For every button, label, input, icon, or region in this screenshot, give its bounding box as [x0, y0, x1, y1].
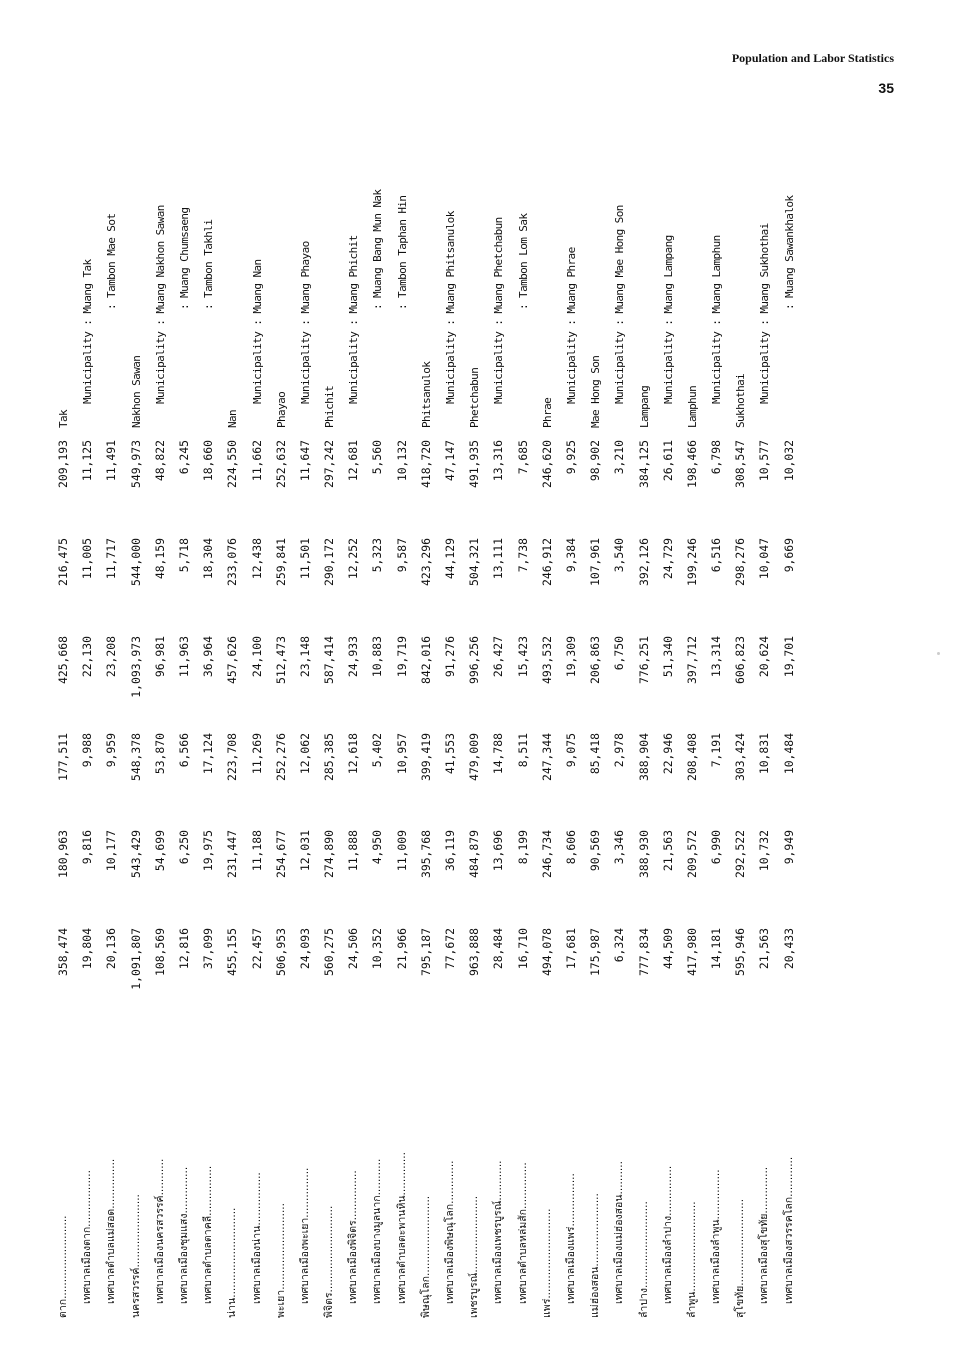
cell-value-6: 246,620 — [539, 440, 554, 489]
row-thai-label: เทศบาลเมืองสุโขทัย.............. — [758, 1166, 771, 1304]
cell-value-6: 12,681 — [346, 440, 361, 482]
cell-value-2: 11,888 — [346, 830, 361, 872]
cell-value-6: 10,132 — [394, 440, 409, 482]
cell-value-3: 9,075 — [563, 733, 578, 768]
cell-value-3: 208,408 — [684, 733, 699, 782]
cell-value-4: 36,964 — [201, 636, 216, 678]
row-english-label: : Tambon Lom Sak — [516, 213, 530, 310]
row-thai-label: เทศบาลเมืองพิจิตร............... — [347, 1170, 360, 1304]
cell-value-1: 22,457 — [249, 928, 264, 970]
cell-value-6: 11,491 — [104, 440, 119, 482]
cell-value-2: 10,177 — [104, 830, 119, 872]
cell-value-1: 21,563 — [757, 928, 772, 970]
row-english-label: Phitsanulok — [419, 361, 433, 428]
cell-value-6: 549,973 — [128, 440, 143, 489]
cell-value-1: 10,352 — [370, 928, 385, 970]
cell-value-4: 776,251 — [636, 636, 651, 685]
cell-value-6: 18,660 — [201, 440, 216, 482]
cell-value-5: 3,540 — [612, 538, 627, 573]
cell-value-2: 54,699 — [152, 830, 167, 872]
cell-value-6: 384,125 — [636, 440, 651, 489]
cell-value-3: 6,566 — [176, 733, 191, 768]
cell-value-1: 21,966 — [394, 928, 409, 970]
cell-value-3: 9,959 — [104, 733, 119, 768]
cell-value-4: 23,208 — [104, 636, 119, 678]
row-thai-label: เทศบาลเมืองสวรรคโลก............ — [782, 1156, 795, 1304]
table-row — [227, 198, 251, 1328]
cell-value-3: 388,904 — [636, 733, 651, 782]
cell-value-6: 11,125 — [80, 440, 95, 482]
cell-value-4: 6,750 — [612, 636, 627, 671]
row-english-label: Municipality : Muang Nakhon Sawan — [153, 205, 167, 404]
row-thai-label: นครสวรรค์...................... — [129, 1194, 142, 1318]
cell-value-2: 231,447 — [225, 830, 240, 879]
row-english-label: : Muang Sawankhalok — [782, 195, 796, 310]
table-row — [418, 198, 445, 1328]
cell-value-3: 11,269 — [249, 733, 264, 775]
table-row — [106, 198, 130, 1328]
cell-value-1: 12,816 — [176, 928, 191, 970]
cell-value-1: 108,569 — [152, 928, 167, 977]
cell-value-1: 963,888 — [467, 928, 482, 977]
row-thai-label: สุโขทัย.......................... — [734, 1198, 747, 1318]
row-thai-label: เทศบาลเมืองแพร่................ — [564, 1173, 577, 1304]
row-english-label: : Tambon Mae Sot — [105, 213, 119, 310]
cell-value-2: 13,696 — [491, 830, 506, 872]
row-thai-label: พิจิตร.......................... — [323, 1205, 336, 1318]
cell-value-5: 18,304 — [201, 538, 216, 580]
cell-value-3: 8,511 — [515, 733, 530, 768]
cell-value-1: 14,181 — [709, 928, 724, 970]
cell-value-5: 199,246 — [684, 538, 699, 587]
cell-value-4: 397,712 — [684, 636, 699, 685]
cell-value-4: 51,340 — [660, 636, 675, 678]
row-english-label: Municipality : Muang Lampang — [661, 235, 675, 404]
table-row — [636, 198, 663, 1328]
table-row — [539, 198, 566, 1328]
cell-value-3: 10,484 — [781, 733, 796, 775]
cell-value-1: 494,078 — [539, 928, 554, 977]
row-english-label: : Muang Chumsaeng — [177, 207, 191, 310]
cell-value-1: 175,987 — [588, 928, 603, 977]
cell-value-5: 11,005 — [80, 538, 95, 580]
cell-value-5: 12,438 — [249, 538, 264, 580]
cell-value-3: 22,946 — [660, 733, 675, 775]
cell-value-5: 11,717 — [104, 538, 119, 580]
table-row — [590, 198, 614, 1328]
cell-value-1: 20,136 — [104, 928, 119, 970]
cell-value-6: 5,560 — [370, 440, 385, 475]
row-thai-label: เทศบาลเมืองลำพูน............... — [710, 1169, 723, 1304]
row-english-label: Nakhon Sawan — [129, 355, 143, 428]
cell-value-5: 5,323 — [370, 538, 385, 573]
table-row — [759, 198, 783, 1328]
cell-value-6: 10,032 — [781, 440, 796, 482]
row-english-label: Municipality : Muang Phetchabun — [492, 217, 506, 404]
table-row — [515, 198, 542, 1328]
cell-value-6: 224,550 — [225, 440, 240, 489]
cell-value-5: 9,587 — [394, 538, 409, 573]
table-row — [370, 189, 396, 1328]
cell-value-4: 512,473 — [273, 636, 288, 685]
table-row — [394, 195, 421, 1328]
cell-value-1: 77,672 — [443, 928, 457, 970]
cell-value-4: 19,309 — [563, 636, 578, 678]
cell-value-3: 53,870 — [152, 733, 167, 775]
table-row — [348, 198, 372, 1328]
cell-value-5: 5,718 — [176, 538, 191, 573]
cell-value-4: 1,093,973 — [128, 636, 143, 698]
cell-value-4: 19,719 — [394, 636, 409, 678]
cell-value-2: 3,346 — [612, 830, 627, 865]
cell-value-4: 493,532 — [539, 636, 554, 685]
row-thai-label: เทศบาลเมืองเพชรบูรณ์............ — [492, 1160, 505, 1304]
row-english-label: Lampang — [637, 385, 651, 428]
cell-value-4: 19,701 — [781, 636, 796, 678]
cell-value-6: 26,611 — [660, 440, 675, 482]
row-thai-label: เทศบาลตำบลหล่มสัก.............. — [516, 1162, 529, 1304]
cell-value-1: 795,187 — [418, 928, 433, 977]
cell-value-3: 177,511 — [56, 733, 70, 782]
cell-value-4: 842,016 — [418, 636, 433, 685]
cell-value-6: 297,242 — [322, 440, 337, 489]
row-thai-label: ลำปาง.......................... — [637, 1201, 650, 1318]
row-thai-label: แพร่........................... — [540, 1208, 553, 1318]
cell-value-6: 11,662 — [249, 440, 264, 482]
cell-value-6: 252,632 — [273, 440, 288, 489]
cell-value-5: 246,912 — [539, 538, 554, 587]
cell-value-3: 12,618 — [346, 733, 361, 775]
table-row — [493, 198, 517, 1328]
table-row — [324, 198, 348, 1328]
row-thai-label: เทศบาลเมืองบางมูลนาก........... — [371, 1158, 384, 1304]
cell-value-5: 233,076 — [225, 538, 240, 587]
row-thai-label: แม่ฮ่องสอน...................... — [589, 1193, 602, 1318]
table-row — [684, 198, 711, 1328]
cell-value-4: 457,626 — [225, 636, 240, 685]
row-english-label: Phetchabun — [468, 367, 482, 428]
cell-value-3: 10,957 — [394, 733, 409, 775]
cell-value-1: 17,681 — [563, 928, 578, 970]
cell-value-4: 15,423 — [515, 636, 530, 678]
cell-value-4: 24,933 — [346, 636, 361, 678]
cell-value-5: 107,961 — [588, 538, 603, 587]
row-english-label: Municipality : Muang Lamphun — [710, 235, 724, 404]
row-english-label: Sukhothai — [734, 373, 748, 428]
cell-value-5: 7,738 — [515, 538, 530, 573]
cell-value-1: 44,509 — [660, 928, 675, 970]
table-row — [176, 198, 203, 1328]
row-english-label: Phayao — [274, 391, 288, 428]
cell-value-6: 6,245 — [176, 440, 191, 475]
cell-value-3: 2,978 — [612, 733, 627, 768]
cell-value-3: 479,009 — [467, 733, 482, 782]
cell-value-2: 484,879 — [467, 830, 482, 879]
table-row — [711, 198, 735, 1328]
cell-value-1: 16,710 — [515, 928, 530, 970]
table-row — [249, 198, 276, 1328]
cell-value-2: 388,930 — [636, 830, 651, 879]
cell-value-5: 259,841 — [273, 538, 288, 587]
table-row — [614, 198, 638, 1328]
row-thai-label: น่าน........................... — [226, 1207, 239, 1318]
cell-value-1: 28,484 — [491, 928, 506, 970]
cell-value-2: 8,606 — [563, 830, 578, 865]
cell-value-4: 425,668 — [56, 636, 70, 685]
cell-value-6: 47,147 — [443, 440, 457, 482]
cell-value-6: 9,925 — [563, 440, 578, 475]
cell-value-4: 996,256 — [467, 636, 482, 685]
row-english-label: Municipality : Muang Phitsanulok — [444, 211, 457, 404]
row-english-label: Municipality : Muang Phichit — [347, 235, 361, 404]
row-thai-label: พะเยา.......................... — [274, 1203, 287, 1318]
row-english-label: Nan — [226, 409, 240, 428]
cell-value-5: 9,669 — [781, 538, 796, 573]
cell-value-2: 4,950 — [370, 830, 385, 865]
cell-value-2: 19,975 — [201, 830, 216, 872]
cell-value-3: 548,378 — [128, 733, 143, 782]
table-row — [82, 198, 106, 1328]
cell-value-2: 209,572 — [684, 830, 699, 879]
row-thai-label: เทศบาลเมืองชุมแสง.............. — [177, 1166, 190, 1304]
cell-value-3: 14,788 — [491, 733, 506, 775]
row-thai-label: เทศบาลเมืองตาก................. — [81, 1170, 94, 1304]
table-row — [273, 198, 300, 1328]
cell-value-4: 20,624 — [757, 636, 772, 678]
cell-value-3: 252,276 — [273, 733, 288, 782]
table-row — [469, 198, 493, 1328]
row-english-label: Lamphun — [685, 385, 699, 428]
cell-value-5: 290,172 — [322, 538, 337, 587]
cell-value-2: 9,816 — [80, 830, 95, 865]
cell-value-1: 6,324 — [612, 928, 627, 963]
cell-value-3: 247,344 — [539, 733, 554, 782]
cell-value-2: 274,890 — [322, 830, 337, 879]
cell-value-5: 423,296 — [418, 538, 433, 587]
row-thai-label: เทศบาลตำบลตาคลี............... — [202, 1165, 215, 1304]
table-row — [735, 198, 759, 1328]
cell-value-3: 10,831 — [757, 733, 772, 775]
row-thai-label: เทศบาลเมืองแม่ฮ่องสอน.......... — [613, 1161, 626, 1304]
cell-value-4: 26,427 — [491, 636, 506, 678]
cell-value-2: 6,250 — [176, 830, 191, 865]
cell-value-1: 24,506 — [346, 928, 361, 970]
table-row — [660, 198, 687, 1328]
cell-value-6: 198,466 — [684, 440, 699, 489]
cell-value-6: 13,316 — [491, 440, 506, 482]
row-thai-label: ตาก......................... — [57, 1215, 69, 1318]
cell-value-2: 9,949 — [781, 830, 796, 865]
cell-value-1: 777,834 — [636, 928, 651, 977]
cell-value-1: 37,099 — [201, 928, 216, 970]
cell-value-2: 90,569 — [588, 830, 603, 872]
cell-value-3: 7,191 — [709, 733, 724, 768]
cell-value-6: 10,577 — [757, 440, 772, 482]
cell-value-4: 24,100 — [249, 636, 264, 678]
table-row — [128, 198, 155, 1328]
cell-value-2: 12,031 — [297, 830, 312, 872]
cell-value-1: 506,953 — [273, 928, 288, 977]
row-thai-label: พิษณุโลก........................ — [419, 1195, 432, 1318]
row-thai-label: เทศบาลเมืองลำปาง............... — [661, 1165, 674, 1304]
page-number: 35 — [878, 80, 894, 96]
cell-value-1: 560,275 — [322, 928, 337, 977]
row-english-label: Phichit — [323, 385, 337, 428]
table-row — [445, 198, 469, 1328]
cell-value-3: 399,419 — [418, 733, 433, 782]
cell-value-4: 606,823 — [733, 636, 748, 685]
table-row — [563, 198, 590, 1328]
row-thai-label: เทศบาลเมืองน่าน................ — [250, 1172, 263, 1304]
row-thai-label: เทศบาลเมืองนครสวรรค์........... — [153, 1158, 166, 1304]
cell-value-2: 543,429 — [128, 830, 143, 879]
cell-value-6: 6,798 — [709, 440, 724, 475]
row-english-label: : Tambon Taphan Hin — [395, 195, 409, 310]
row-english-label: Municipality : Muang Phrae — [564, 247, 578, 404]
cell-value-3: 303,424 — [733, 733, 748, 782]
cell-value-6: 308,547 — [733, 440, 748, 489]
cell-value-2: 11,188 — [249, 830, 264, 872]
row-english-label: Municipality : Muang Mae Hong Son — [613, 205, 627, 404]
row-english-label: Municipality : Muang Sukhothai — [758, 223, 772, 404]
cell-value-2: 10,732 — [757, 830, 772, 872]
cell-value-4: 13,314 — [709, 636, 724, 678]
cell-value-6: 48,822 — [152, 440, 167, 482]
cell-value-4: 587,414 — [322, 636, 337, 685]
cell-value-3: 41,553 — [443, 733, 457, 775]
row-thai-label: ลำพูน........................... — [685, 1201, 698, 1318]
cell-value-4: 22,130 — [80, 636, 95, 678]
cell-value-5: 24,729 — [660, 538, 675, 580]
cell-value-3: 223,708 — [225, 733, 240, 782]
cell-value-2: 395,768 — [418, 830, 433, 879]
row-thai-label: เทศบาลเมืองพิษณุโลก............. — [444, 1160, 456, 1304]
cell-value-2: 11,009 — [394, 830, 409, 872]
cell-value-1: 455,155 — [225, 928, 240, 977]
cell-value-2: 254,677 — [273, 830, 288, 879]
row-english-label: Tak — [57, 409, 70, 428]
row-english-label: Municipality : Muang Tak — [81, 259, 95, 404]
cell-value-2: 6,990 — [709, 830, 724, 865]
page-header-title: Population and Labor Statistics — [731, 51, 894, 65]
cell-value-6: 418,720 — [418, 440, 433, 489]
cell-value-3: 9,988 — [80, 733, 95, 768]
cell-value-5: 48,159 — [152, 538, 167, 580]
row-english-label: : Muang Bang Mun Nak — [371, 189, 385, 310]
cell-value-1: 19,804 — [80, 928, 95, 970]
cell-value-5: 44,129 — [443, 538, 457, 580]
row-english-label: Municipality : Muang Nan — [250, 259, 264, 404]
cell-value-4: 23,148 — [297, 636, 312, 678]
cell-value-1: 417,980 — [684, 928, 699, 977]
cell-value-3: 12,062 — [297, 733, 312, 775]
row-english-label: : Tambon Takhli — [202, 219, 216, 310]
cell-value-6: 491,935 — [467, 440, 482, 489]
cell-value-6: 209,193 — [56, 440, 70, 489]
table-row — [58, 198, 82, 1328]
table-row — [297, 198, 324, 1328]
cell-value-4: 206,863 — [588, 636, 603, 685]
cell-value-5: 6,516 — [709, 538, 724, 573]
cell-value-5: 544,000 — [128, 538, 143, 587]
cell-value-1: 20,433 — [781, 928, 796, 970]
cell-value-5: 12,252 — [346, 538, 361, 580]
cell-value-2: 21,563 — [660, 830, 675, 872]
cell-value-2: 246,734 — [539, 830, 554, 879]
cell-value-3: 85,418 — [588, 733, 603, 775]
table-row — [152, 198, 179, 1328]
cell-value-2: 292,522 — [733, 830, 748, 879]
row-english-label: Phrae — [540, 397, 554, 428]
cell-value-5: 11,501 — [297, 538, 312, 580]
cell-value-6: 98,902 — [588, 440, 603, 482]
cell-value-4: 10,883 — [370, 636, 385, 678]
row-english-label: Municipality : Muang Phayao — [298, 241, 312, 404]
cell-value-6: 7,685 — [515, 440, 530, 475]
cell-value-2: 180,963 — [56, 830, 70, 879]
scan-speck — [937, 652, 940, 655]
cell-value-4: 91,276 — [443, 636, 457, 678]
cell-value-5: 504,321 — [467, 538, 482, 587]
cell-value-5: 9,384 — [563, 538, 578, 573]
cell-value-5: 10,047 — [757, 538, 772, 580]
cell-value-5: 13,111 — [491, 538, 506, 580]
row-thai-label: เพชรบูรณ์....................... — [468, 1195, 481, 1318]
cell-value-3: 5,402 — [370, 733, 385, 768]
cell-value-6: 3,210 — [612, 440, 627, 475]
row-thai-label: เทศบาลตำบลแม่สอด............... — [105, 1158, 118, 1304]
table-row — [203, 198, 227, 1328]
cell-value-3: 17,124 — [201, 733, 216, 775]
row-english-label: Mae Hong Son — [589, 355, 603, 428]
cell-value-1: 358,474 — [56, 928, 70, 977]
cell-value-5: 392,126 — [636, 538, 651, 587]
table-row — [781, 195, 808, 1328]
cell-value-1: 1,091,807 — [128, 928, 143, 990]
cell-value-2: 36,119 — [443, 830, 457, 872]
row-thai-label: เทศบาลเมืองพะเยา............... — [298, 1167, 311, 1304]
cell-value-2: 8,199 — [515, 830, 530, 865]
row-thai-label: เทศบาลตำบลตะพานหิน............. — [395, 1152, 408, 1304]
cell-value-5: 216,475 — [56, 538, 70, 587]
cell-value-3: 285,385 — [322, 733, 337, 782]
population-table — [56, 189, 838, 1328]
cell-value-5: 298,276 — [733, 538, 748, 587]
cell-value-1: 24,093 — [297, 928, 312, 970]
cell-value-1: 595,946 — [733, 928, 748, 977]
cell-value-4: 11,963 — [176, 636, 191, 678]
cell-value-6: 11,647 — [297, 440, 312, 482]
cell-value-4: 96,981 — [152, 636, 167, 678]
